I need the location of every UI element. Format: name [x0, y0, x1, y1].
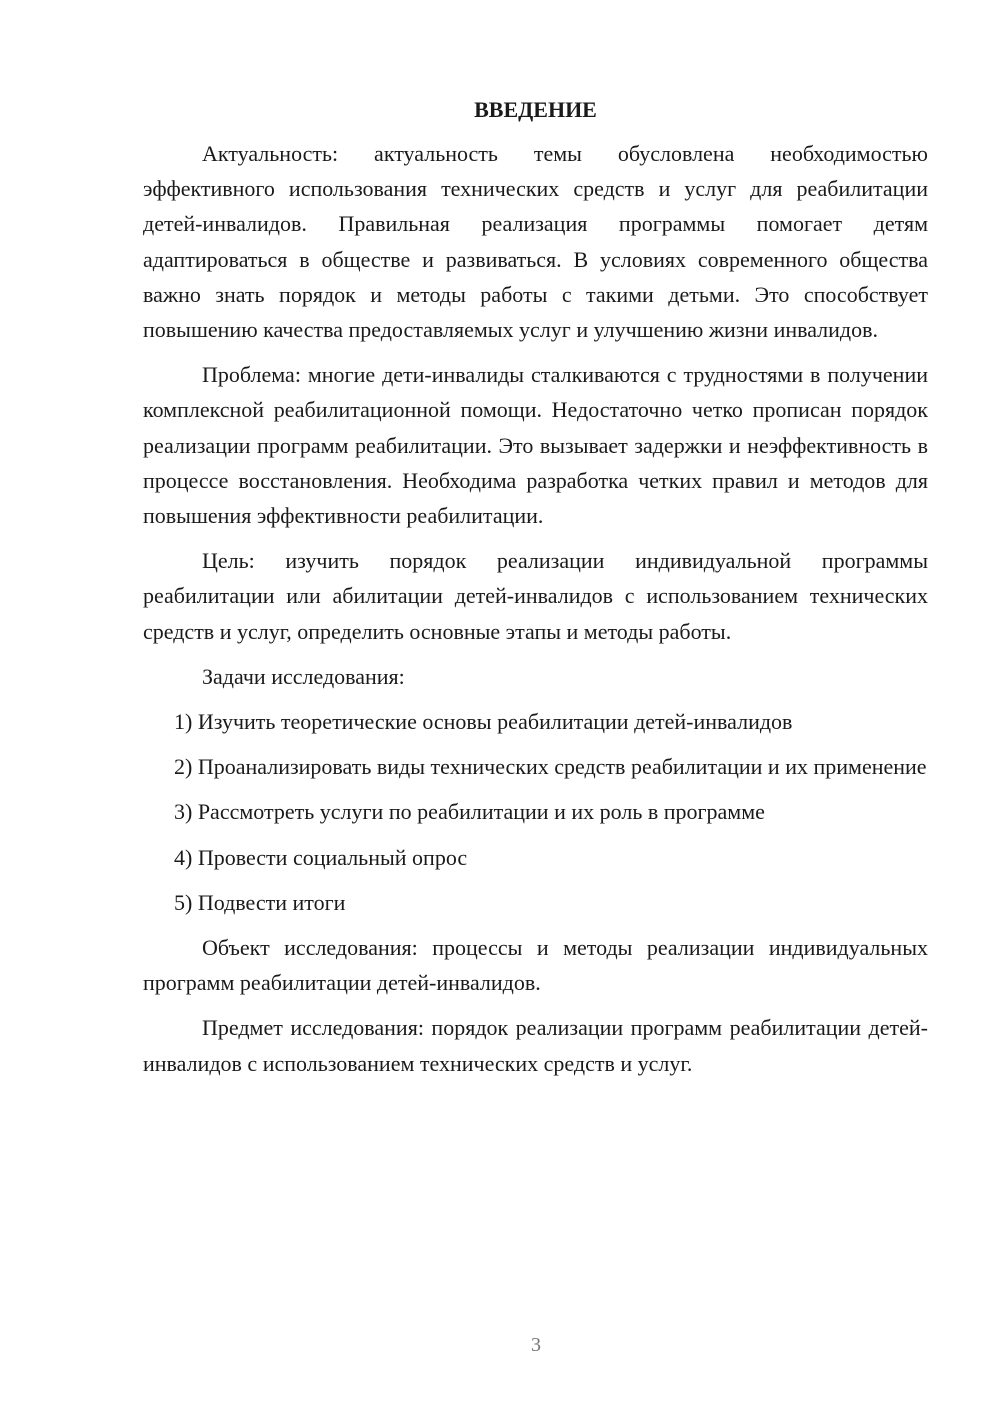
- task-item-3: 3) Рассмотреть услуги по реабилитации и их роль в программе: [174, 799, 765, 825]
- task-item-4: 4) Провести социальный опрос: [174, 844, 468, 870]
- document-page: [143, 94, 928, 1091]
- paragraph-relevance: Актуальность: актуальность темы обусловлена необходимостью эффективного использования технических средств и услуг для реабилитации детей-инвалидов. Правильная реализация программы помогает детям адаптироваться в обществе и развиваться. В условиях современного общества важно знать порядок и методы работы с такими детьми. Это способствует повышению качества предоставляемых услуг и улучшению жизни инвалидов.: [143, 141, 928, 343]
- paragraph-subject: Предмет исследования: порядок реализации программ реабилитации детей-инвалидов с использованием технических средств и услуг.: [143, 1015, 928, 1076]
- paragraph-problem: Проблема: многие дети-инвалиды сталкиваются с трудностями в получении комплексной реабилитационной помощи. Недостаточно четко прописан порядок реализации программ реабилитации. Это вызывает задержки и неэффективность в процессе восстановления. Необходима разработка четких правил и методов для повышения эффективности реабилитации.: [143, 362, 928, 529]
- task-item-1: 1) Изучить теоретические основы реабилитации детей-инвалидов: [174, 709, 793, 735]
- paragraph-object: Объект исследования: процессы и методы реализации индивидуальных программ реабилитации детей-инвалидов.: [143, 935, 928, 996]
- tasks-heading: Задачи исследования:: [202, 663, 405, 689]
- paragraph-goal: Цель: изучить порядок реализации индивидуальной программы реабилитации или абилитации детей-инвалидов с использованием технических средств и услуг, определить основные этапы и методы работы.: [143, 548, 928, 644]
- task-item-2: 2) Проанализировать виды технических средств реабилитации и их применение: [174, 754, 927, 780]
- task-item-5: 5) Подвести итоги: [174, 889, 346, 915]
- page-number: 3: [531, 1334, 541, 1356]
- page-title: ВВЕДЕНИЕ: [474, 97, 597, 122]
